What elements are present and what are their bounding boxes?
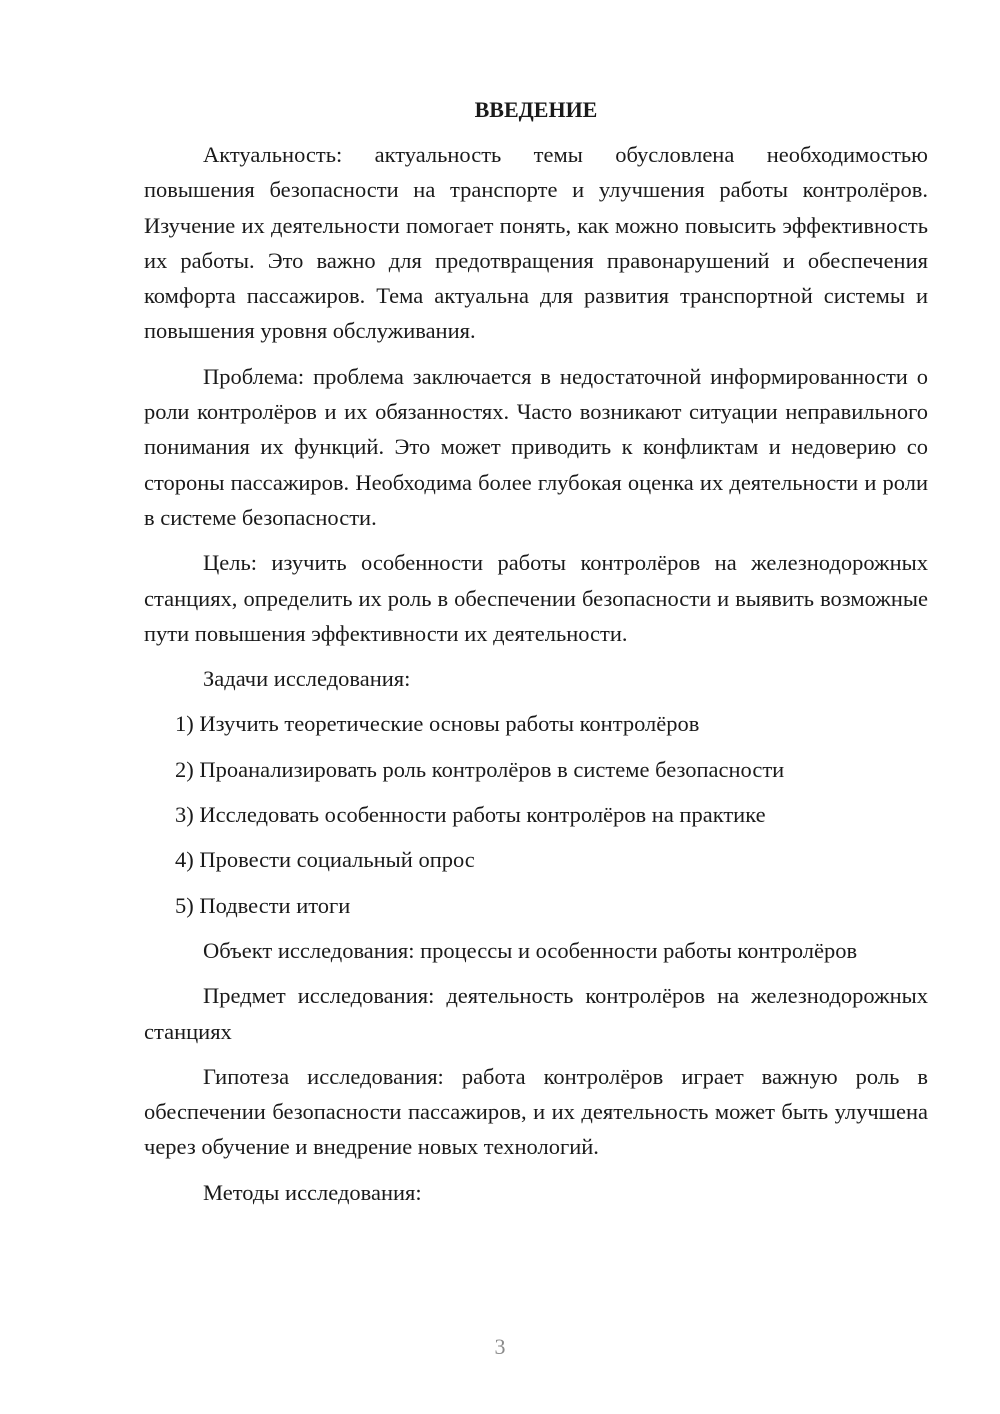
paragraph-hypothesis: Гипотеза исследования: работа контролёров играет важную роль в обеспечении безопасности пассажиров, и их деятельность может быть улучшена через обучение и внедрение новых технологий.: [144, 1063, 928, 1160]
task-item-2: 2) Проанализировать роль контролёров в системе безопасности: [175, 756, 785, 782]
paragraph-relevance: Актуальность: актуальность темы обусловлена необходимостью повышения безопасности на транспорте и улучшения работы контролёров. Изучение их деятельности помогает понять, как можно повысить эффективность их работы. Это важно для предотвращения правонарушений и обеспечения комфорта пассажиров. Тема актуальна для развития транспортной системы и повышения уровня обслуживания.: [144, 142, 928, 344]
tasks-heading: Задачи исследования:: [203, 666, 411, 692]
page-content: [144, 92, 928, 1220]
paragraph-problem: Проблема: проблема заключается в недостаточной информированности о роли контролёров и их обязанностях. Часто возникают ситуации неправильного понимания их функций. Это может приводить к конфликтам и недоверию со стороны пассажиров. Необходима более глубокая оценка их деятельности и роли в системе безопасности.: [144, 363, 928, 530]
page-number: 3: [494, 1334, 506, 1359]
section-title: ВВЕДЕНИЕ: [474, 97, 598, 122]
paragraph-goal: Цель: изучить особенности работы контролёров на железнодорожных станциях, определить их роль в обеспечении безопасности и выявить возможные пути повышения эффективности их деятельности.: [144, 550, 928, 646]
task-item-4: 4) Провести социальный опрос: [175, 847, 475, 873]
paragraph-methods-heading: Методы исследования:: [203, 1179, 422, 1205]
tasks-list: [144, 706, 928, 922]
task-item-1: 1) Изучить теоретические основы работы контролёров: [175, 711, 700, 737]
task-item-3: 3) Исследовать особенности работы контролёров на практике: [175, 802, 766, 828]
paragraph-subject: Предмет исследования: деятельность контролёров на железнодорожных станциях: [144, 983, 928, 1044]
paragraph-object: Объект исследования: процессы и особенности работы контролёров: [203, 937, 858, 963]
task-item-5: 5) Подвести итоги: [175, 892, 351, 918]
